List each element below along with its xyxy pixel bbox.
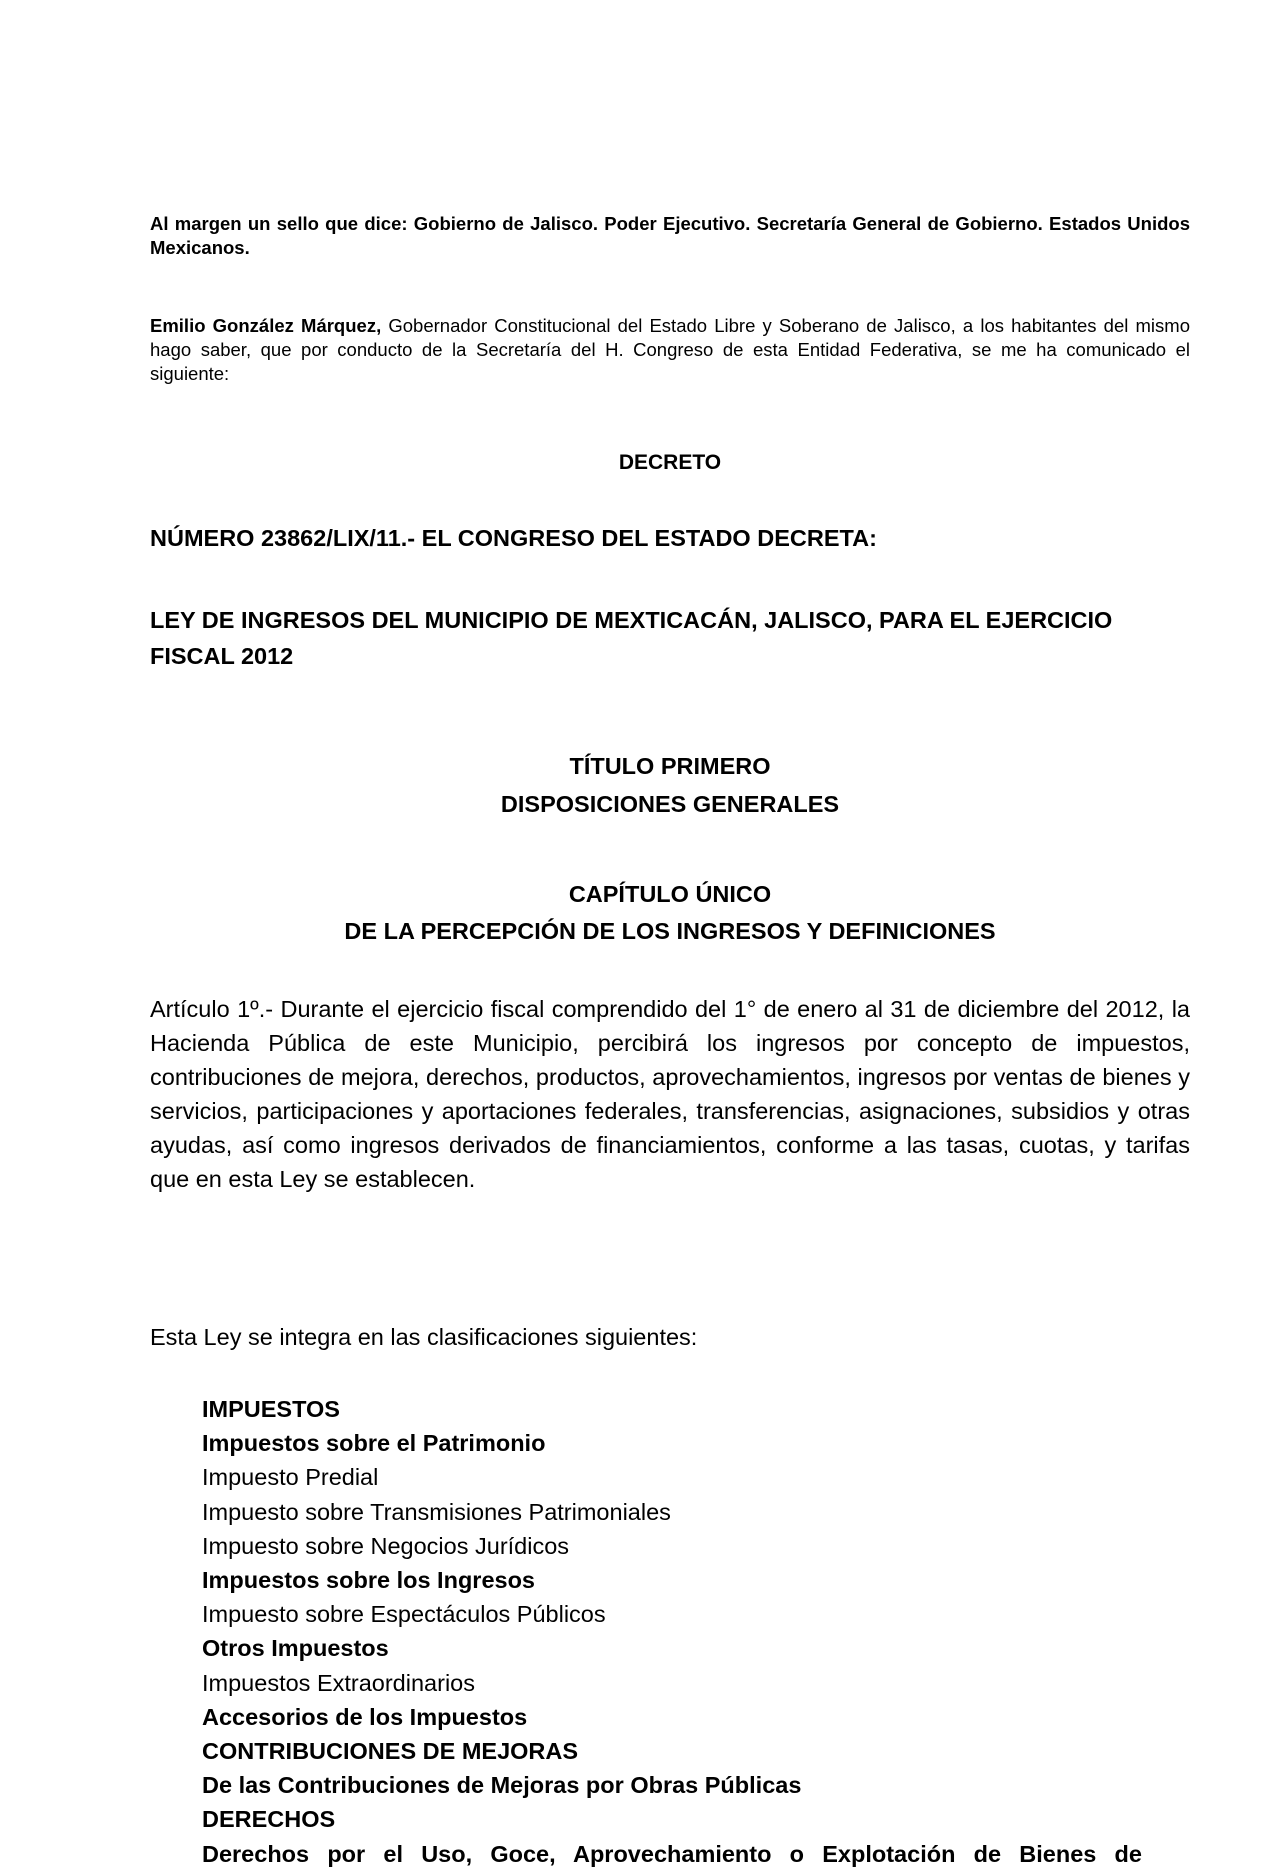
integration-intro: Esta Ley se integra en las clasificaciones siguientes: bbox=[150, 1324, 698, 1350]
margin-note: Al margen un sello que dice: Gobierno de Jalisco. Poder Ejecutivo. Secretaría General de Gobierno. Estados Unidos Mexicanos. bbox=[150, 213, 1190, 258]
list-item: Impuestos sobre el Patrimonio bbox=[202, 1430, 546, 1457]
chapter-title: DE LA PERCEPCIÓN DE LOS INGRESOS Y DEFINICIONES bbox=[344, 918, 996, 944]
title-disposiciones: DISPOSICIONES GENERALES bbox=[500, 791, 840, 817]
list-item: Impuesto sobre Espectáculos Públicos bbox=[202, 1601, 606, 1628]
list-item: IMPUESTOS bbox=[202, 1396, 340, 1422]
title-primero: TÍTULO PRIMERO bbox=[569, 753, 771, 779]
list-item: Otros Impuestos bbox=[202, 1635, 389, 1662]
list-item: CONTRIBUCIONES DE MEJORAS bbox=[202, 1738, 579, 1765]
intro-text: Gobernador Constitucional del Estado Libre y Soberano de Jalisco, a los habitantes del mismo hago saber, que por conducto de la Secretaría del H. Congreso de esta Entidad Federativa, se me ha comunicado el siguiente: bbox=[150, 315, 1190, 384]
list-item: Impuestos sobre los Ingresos bbox=[202, 1567, 536, 1594]
list-item: Impuesto sobre Negocios Jurídicos bbox=[202, 1532, 570, 1559]
list-item: Accesorios de los Impuestos bbox=[202, 1703, 528, 1730]
decree-label: DECRETO bbox=[618, 451, 722, 474]
intro-paragraph bbox=[150, 314, 1190, 386]
classification-list bbox=[202, 1392, 1192, 1871]
list-item: Impuestos Extraordinarios bbox=[202, 1669, 475, 1696]
list-item: Derechos por el Uso, Goce, Aprovechamiento o Explotación de Bienes de bbox=[202, 1840, 1142, 1867]
article-1: Artículo 1º.- Durante el ejercicio fiscal comprendido del 1° de enero al 31 de diciembre del 2012, la Hacienda Pública de este Municipio, percibirá los ingresos por concepto de impuestos, contribuciones de mejora, derechos, productos, aprovechamientos, ingresos por ventas de bienes y servicios, participaciones y aportaciones federales, transferencias, asignaciones, subsidios y otras ayudas, así como ingresos derivados de financiamientos, conforme a las tasas, cuotas, y tarifas que en esta Ley se establecen. bbox=[150, 996, 1190, 1192]
list-item: Impuesto Predial bbox=[202, 1464, 379, 1491]
law-title: LEY DE INGRESOS DEL MUNICIPIO DE MEXTICACÁN, JALISCO, PARA EL EJERCICIO FISCAL 2012 bbox=[150, 607, 1113, 669]
list-item: Impuesto sobre Transmisiones Patrimoniales bbox=[202, 1498, 671, 1525]
governor-name: Emilio González Márquez, bbox=[150, 315, 382, 336]
chapter-unico: CAPÍTULO ÚNICO bbox=[568, 881, 772, 907]
list-item: De las Contribuciones de Mejoras por Obras Públicas bbox=[202, 1772, 802, 1799]
list-item: DERECHOS bbox=[202, 1806, 336, 1833]
decree-number: NÚMERO 23862/LIX/11.- EL CONGRESO DEL ESTADO DECRETA: bbox=[150, 525, 877, 551]
